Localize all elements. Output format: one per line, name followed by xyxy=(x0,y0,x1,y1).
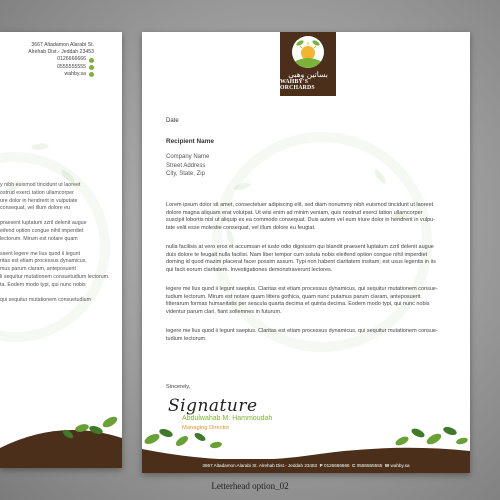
orchard-sun-icon xyxy=(292,36,324,68)
footer-phone-label: P xyxy=(319,463,323,468)
back-text-line: ssent legere me lius quod ii legunt xyxy=(0,250,81,257)
signer-name: Abdulwahab M. Hammoudah xyxy=(182,415,273,422)
text-line: nulla facilisis at vero eros et accumsan et iusto odio dignissim qui blandit praesent luptatum zzril delenit augue xyxy=(166,244,434,250)
back-spacer xyxy=(0,290,112,297)
footer-mobile-label: C xyxy=(352,463,356,468)
back-text-line: mus parum claram, anteposuerit xyxy=(0,266,76,273)
back-footer-decoration xyxy=(0,408,122,468)
logo-latin-name: WAHBY'S ORCHARDS xyxy=(280,79,315,91)
text-line: Lorem ipsum dolor sit amet, consectetuer adipiscing elit, sed diam nonummy nibh euismod tincidunt ut laoreet xyxy=(166,202,434,208)
back-mobile-row xyxy=(28,64,94,71)
text-line: tudium lectorum. xyxy=(166,335,207,342)
company-logo xyxy=(280,32,336,96)
closing: Sincerely, xyxy=(166,384,191,390)
text-line: suscipit lobortis nisl ut aliquip ex ea commodo consequat. Duis autem vel eum iriure dolor in hendrerit in vulpu- xyxy=(166,217,436,224)
back-text-line: qui sequitur mutationem consuetudium xyxy=(0,296,91,303)
text-line: litterarum formas humanitatis per seacula quarta decima et quinta decima. Eodem modo typi, qui nunc nobis xyxy=(166,301,430,308)
watermark-leaf-icon xyxy=(31,139,49,155)
back-text-line: praesent luptatum zzril delenit augue xyxy=(0,220,87,227)
back-text-line: ure dolor in hendrerit in vulputate xyxy=(0,197,78,204)
text-line: legere me lius quod ii legunt saepius. Claritas est etiam processus dynamicus, qui sequitur mutationem consue- xyxy=(166,328,438,334)
text-line: doming id quod mazim placerat facer possim assum. Typi non habent claritatem insitam; est usus legentis in iis xyxy=(166,259,436,266)
watermark-leaf-icon xyxy=(371,169,389,185)
back-address-line2: Alrehab Dist.- Jeddah 23453 xyxy=(28,49,94,56)
text-line: tudium lectorum. Mirum est notare quam littera gothica, quam nunc putamus parum claram, anteposuerit xyxy=(166,293,421,300)
company-name-line: Company Name xyxy=(166,154,210,160)
text-line: qui facit eorum claritatem. Investigationes demonstraverunt lectores. xyxy=(166,266,333,273)
footer-phone: 0126666666 xyxy=(324,463,350,468)
text-line: duis dolore te feugait nulla facilisi. Nam liber tempor cum soluta nobis eleifend option congue nihil imperdiet xyxy=(166,251,428,258)
back-text-line: y nibh euismod tincidunt ut laoreet xyxy=(0,182,81,188)
back-phone: 0126666666 xyxy=(57,56,86,63)
back-spacer xyxy=(0,213,112,220)
letterhead-front-sheet xyxy=(142,32,470,473)
footer-mobile: 0555555555 xyxy=(356,463,383,468)
mobile-icon xyxy=(89,65,94,70)
footer-web-label: W xyxy=(384,463,390,468)
date-label: Date xyxy=(166,118,179,124)
back-web: wahby.sa xyxy=(64,70,86,77)
back-phone-row xyxy=(28,56,94,63)
watermark-leaf-icon xyxy=(233,178,251,195)
text-line: tate velit esse molestie consequat, vel illum dolore eu feugiat. xyxy=(166,224,316,231)
back-spacer xyxy=(0,244,112,251)
watermark-circle xyxy=(212,132,432,352)
footer-web: wahby.sa xyxy=(390,463,410,468)
back-text-line: ritas est etiam processus dynamicus, xyxy=(0,258,87,265)
paragraph-3 xyxy=(166,286,456,316)
signer-title: Managing Director xyxy=(182,425,230,431)
street-address-line: Street Address xyxy=(166,162,206,169)
footer-contact-bar xyxy=(142,459,470,473)
letterhead-back-sheet xyxy=(0,32,122,468)
letter-footer xyxy=(142,425,470,473)
back-address-line1: 3667 Altadamon Alarabi St. xyxy=(31,42,94,48)
text-line: dolore magna aliquam erat volutpat. Ut wisi enim ad minim veniam, quis nostrud exerci tation ullamcorper xyxy=(166,209,423,216)
text-line: videntur parum clari, fiant sollemnes in futurum. xyxy=(166,308,282,315)
back-text-line: ostrud exerci tation ullamcorper xyxy=(0,189,74,196)
recipient-address xyxy=(166,153,209,179)
back-text-line: eifend option congue nihil imperdiet xyxy=(0,227,84,234)
logo-arabic-name: بساتين وهبي xyxy=(288,70,328,79)
back-web-row xyxy=(28,71,94,78)
back-paragraph-text xyxy=(0,182,112,304)
back-text-line: lectorum. Mirum est notare quam xyxy=(0,235,78,242)
signature: Signature xyxy=(168,396,258,416)
recipient-name: Recipient Name xyxy=(166,138,214,145)
back-text-line: consequat, vel illum dolore eu xyxy=(0,205,71,212)
paragraph-1 xyxy=(166,202,456,232)
back-mobile: 0555555555 xyxy=(57,63,86,70)
back-text-line: ta. Eodem modo typi, qui nunc nobis xyxy=(0,281,86,288)
back-text-line: li sequitur mutationem consuetudium lectorum. xyxy=(0,273,110,280)
caption: Letterhead option_02 xyxy=(211,481,289,491)
text-line: legere me lius quod ii legunt saepius. Claritas est etiam processus dynamicus, qui sequitur mutationem consue- xyxy=(166,286,438,292)
paragraph-4 xyxy=(166,328,456,343)
city-state-zip-line: City, State, Zip xyxy=(166,171,205,178)
web-icon xyxy=(89,72,94,77)
footer-address: 3667 Altadamon Alarabi St. Alrehab Dist.- Jeddah 23453 xyxy=(202,463,318,468)
back-contact-block xyxy=(28,42,94,78)
phone-icon xyxy=(89,58,94,63)
paragraph-2 xyxy=(166,244,456,274)
